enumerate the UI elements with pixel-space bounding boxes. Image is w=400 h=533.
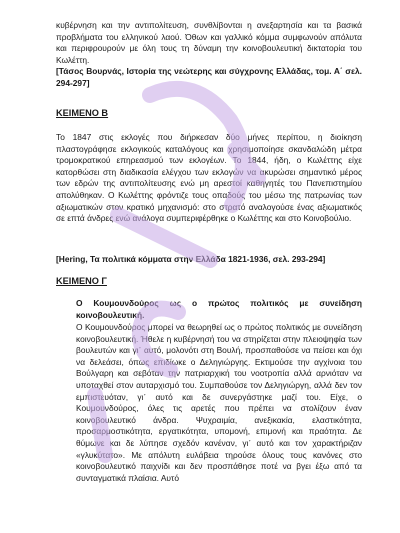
paragraph-c: Ο Κουμουνδούρος μπορεί να θεωρηθεί ως ο πρώτος πολιτικός με συνείδηση κοινοβουλευτική. Ήθελε η κυβέρνησή του να στηρίζεται στην πλειοψηφία των βουλευτών και γι᾽ αυτό, μολονότι στη Βουλή, προσπαθούσε να πείσει και όχι να δελεάσει, όπως επιδίωκε ο Δεληγιώργης. Εκτιμούσε την αγχίνοια του Βούλγαρη και σεβόταν την πατριαρχική του νοοτροπία αλλά αρνιόταν να υποταχθεί στον αυταρχισμό του. Συμπαθούσε τον Δεληγιώργη, αλλά δεν τον εμπιστευόταν, γι᾽ αυτό και δε συνεργάστηκε μαζί του. Είχε, ο Κουμουνδούρος, όλες τις αρετές που πρέπει να στολίζουν έναν κοινοβουλευτικό άνδρα. Ψυχραιμία, ανεξικακία, ελαστικότητα, προσαρμοστικότητα, εργατικότητα, υπομονή, επιμονή και πραότητα. Δε θύμωνε και δε λύπησε σχεδόν κανέναν, γι᾽ αυτό και τον χαρακτήριζαν «γλυκύτατο». Με απόλυτη ευλάβεια τηρούσε όλους τους κανόνες στο κοινοβουλευτικό παιχνίδι και δεν προσπάθησε ποτέ να βγει έξω από τα συνταγματικά πλαίσια. Αυτό: [76, 322, 362, 483]
citation-1: [Τάσος Βουρνάς, Ιστορία της νεώτερης και σύγχρονης Ελλάδας, τομ. Α΄ σελ. 294-297]: [56, 66, 362, 88]
box-title: Ο Κουμουνδούρος ως ο πρώτος πολιτικός με συνείδηση κοινοβουλευτική.: [76, 298, 362, 320]
citation-2: [Hering, Τα πολιτικά κόμματα στην Ελλάδα 1821-1936, σελ. 293-294]: [56, 254, 326, 264]
top-paragraph: κυβέρνηση και την αντιπολίτευση, συνθλίβονται η ανεξαρτησία και τα βασικά προβλήματα του ελληνικού λαού. Όθων και γαλλικό κόμμα συμφωνούν απόλυτα και περιφρουρούν με όλη τους τη δύναμη την κοινοβουλευτική δικτατορία του Κωλέττη.: [56, 20, 362, 65]
paragraph-b: Το 1847 στις εκλογές που διήρκεσαν δύο μήνες περίπου, η διοίκηση πλαστογράφησε εκλογικούς καταλόγους και χρησιμοποίησε σκανδαλώδη μέτρα τρομοκρατικού επηρεασμού των εκλογέων. Το 1844, ήδη, ο Κωλέττης είχε κατορθώσει στη διαδικασία ελέγχου των εκλογών να ακυρώσει σημαντικό μέρος των εδρών της αντιπολίτευσης ενώ μη αρεστοί καθηγητές του Πανεπιστημίου απολύθηκαν. Ο Κωλέττης φρόντιζε τους οπαδούς του μέσω της πατρωνίας των αξιωματικών στον κρατικό μηχανισμό: στο στρατό αναλογούσε ένας αξιωματικός σε επτά άνδρες ενώ ανάλογα συμπεριφέρθηκε ο Κωλέττης και στο Κοινοβούλιο.: [56, 132, 362, 224]
heading-text-b: ΚΕΙΜΕΝΟ Β: [56, 108, 109, 118]
heading-text-c: ΚΕΙΜΕΝΟ Γ: [56, 276, 107, 286]
